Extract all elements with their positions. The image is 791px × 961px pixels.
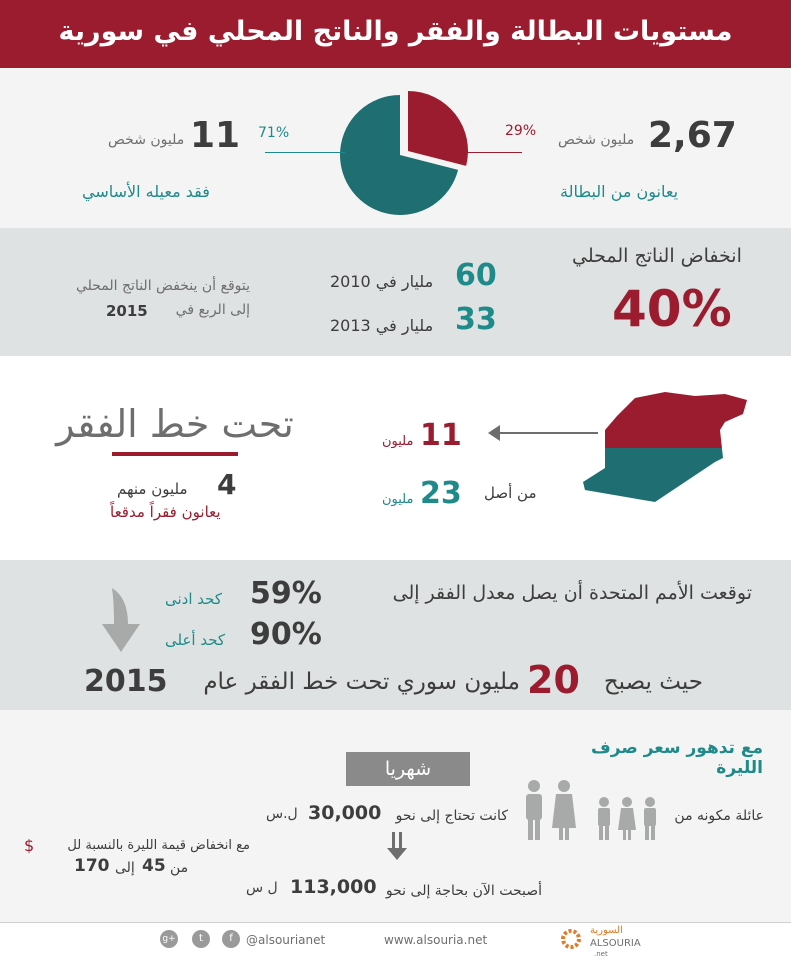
poverty-of-label: من أصل: [484, 484, 537, 502]
page-title: مستويات البطالة والفقر والناتج المحلي في سورية: [58, 16, 733, 47]
un-min-label: كحد ادنى: [165, 590, 222, 608]
logo-text-en: ALSOURIA: [590, 938, 641, 949]
poverty-extreme-caption: يعانون فقراً مدقعاً: [110, 503, 221, 521]
drop-line: مع انخفاض قيمة الليرة بالنسبة لل: [67, 838, 250, 853]
gdp-title: انخفاض الناتج المحلي: [572, 245, 742, 267]
from-label: من: [170, 860, 189, 876]
unemployment-left-caption: فقد معيله الأساسي: [82, 182, 210, 201]
poverty-title: تحت خط الفقر: [56, 402, 294, 446]
website-link[interactable]: www.alsouria.net: [384, 933, 488, 947]
unemployment-right-caption: يعانون من البطالة: [560, 182, 679, 201]
monthly-badge: [346, 752, 470, 786]
family-icons: [520, 778, 665, 842]
before-unit: ل.س: [266, 806, 298, 822]
un-bottom-year: 2015: [84, 664, 168, 699]
unemployment-right-unit: مليون شخص: [558, 132, 635, 148]
gdp-forecast-line1: يتوقع أن ينخفض الناتج المحلي: [75, 278, 250, 294]
pie-slice-red: [408, 91, 468, 166]
unemployment-left-value: 11: [190, 115, 241, 156]
gdp-row1-text: مليار في 2010: [330, 272, 434, 291]
gdp-forecast-line2: إلى الربع في: [175, 302, 250, 318]
gdp-row1-value: 60: [455, 258, 497, 293]
logo-text-ar: السورية: [590, 925, 623, 936]
poverty-below-unit: مليون: [382, 434, 414, 449]
alsouria-logo-icon: [560, 928, 582, 950]
googleplus-icon[interactable]: g+: [160, 930, 178, 948]
to-label: إلى: [115, 860, 135, 876]
poverty-title-underline: [112, 452, 238, 456]
arrow-head-icon: [488, 425, 500, 441]
currency-title: مع تدهور سعر صرف الليرة: [591, 738, 763, 778]
after-text: أصبحت الآن بحاجة إلى نحو: [385, 883, 542, 899]
dollar-sign: $: [24, 836, 35, 855]
family-label: عائلة مكونه من: [674, 808, 764, 824]
pie-line-right: [462, 152, 522, 153]
un-max-value: 90%: [250, 617, 322, 652]
gdp-forecast-year: 2015: [106, 302, 148, 320]
un-min-value: 59%: [250, 576, 322, 611]
un-max-label: كحد أعلى: [165, 631, 226, 649]
unemployment-left-unit: مليون شخص: [108, 132, 185, 148]
header-bar: [0, 0, 791, 68]
unemployment-right-percent: 29%: [505, 123, 537, 139]
arrow-line: [498, 432, 598, 434]
unemployment-left-percent: 71%: [258, 125, 290, 141]
before-value: 30,000: [308, 802, 382, 824]
before-text: كانت تحتاج إلى نحو: [395, 808, 508, 824]
un-forecast-intro: توقعت الأمم المتحدة أن يصل معدل الفقر إلى: [392, 582, 752, 604]
gdp-percent: 40%: [612, 280, 732, 338]
poverty-below-value: 11: [420, 418, 462, 453]
pie-line-left: [265, 152, 345, 153]
unemployment-pie: [340, 90, 470, 220]
from-value: 45: [142, 856, 166, 876]
poverty-total-value: 23: [420, 476, 462, 511]
syria-map-icon: [575, 390, 755, 510]
down-arrow-icon: [98, 588, 144, 654]
gdp-row2-value: 33: [455, 302, 497, 337]
poverty-total-unit: مليون: [382, 492, 414, 507]
small-down-arrow-icon: [386, 832, 408, 862]
after-value: 113,000: [290, 876, 377, 898]
un-bottom-value: 20: [527, 658, 580, 702]
un-bottom-suffix: مليون سوري تحت خط الفقر عام: [203, 669, 520, 695]
monthly-label: شهريا: [384, 758, 432, 780]
gdp-row2-text: مليار في 2013: [330, 316, 434, 335]
social-handle[interactable]: @alsourianet: [246, 933, 326, 947]
unemployment-right-value: 2,67: [648, 115, 737, 156]
poverty-extreme-unit: مليون منهم: [117, 480, 188, 498]
un-bottom-prefix: حيث يصبح: [603, 669, 703, 695]
facebook-icon[interactable]: f: [222, 930, 240, 948]
twitter-icon[interactable]: t: [192, 930, 210, 948]
poverty-extreme-value: 4: [217, 468, 237, 501]
logo-text-sub: .net: [594, 950, 608, 958]
to-value: 170: [74, 856, 110, 876]
after-unit: ل س: [246, 880, 278, 896]
